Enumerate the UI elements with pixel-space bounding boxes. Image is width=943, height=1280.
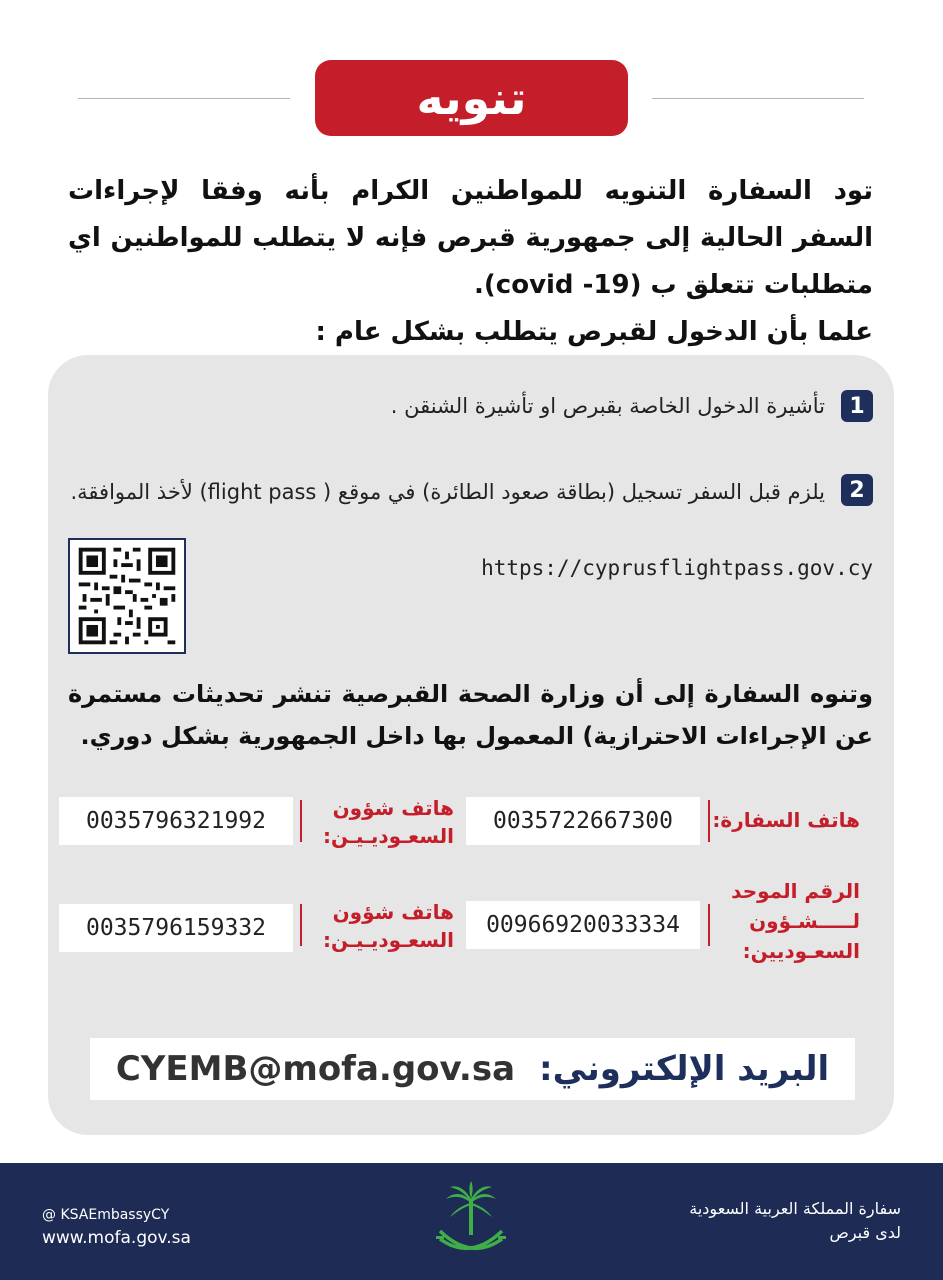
requirement-number-1: 1: [841, 390, 873, 422]
email-label: البريد الإلكتروني:: [539, 1049, 830, 1089]
contact-separator: [708, 800, 710, 842]
header-divider-right: [652, 98, 864, 99]
qr-code-graphic: [70, 540, 184, 652]
contact-separator: [300, 800, 302, 842]
contact-number-citizens-2[interactable]: 0035796159332: [59, 904, 293, 952]
flightpass-url[interactable]: https://cyprusflightpass.gov.cy: [481, 556, 873, 580]
intro-paragraph: تود السفارة التنويه للمواطنين الكرام بأنه وفقا لإجراءات السفر الحالية إلى جمهورية قبرص فإنه لا يتطلب للمواطنين اي متطلبات تتعلق ب (covid -19).: [68, 176, 873, 300]
contact-number-citizens-1[interactable]: 0035796321992: [59, 797, 293, 845]
email-address[interactable]: CYEMB@mofa.gov.sa: [115, 1049, 516, 1089]
requirement-1-text: تأشيرة الدخول الخاصة بقبرص او تأشيرة الشنقن .: [390, 394, 825, 418]
ministry-notice: وتنوه السفارة إلى أن وزارة الصحة القبرصية تنشر تحديثات مستمرة عن الإجراءات الاحترازية) المعمول بها داخل الجمهورية بشكل دوري.: [68, 680, 873, 750]
saudi-palm-swords-emblem-icon: [428, 1181, 514, 1261]
requirement-number-2: 2: [841, 474, 873, 506]
title-banner: [315, 60, 628, 136]
requirement-2-text: يلزم قبل السفر تسجيل (بطاقة صعود الطائرة) في موقع ( flight pass) لأخذ الموافقة.: [70, 480, 825, 504]
footer: [0, 1163, 943, 1280]
contact-number-unified[interactable]: 00966920033334: [466, 901, 700, 949]
contact-label-embassy: هاتف السفارة:: [712, 808, 860, 832]
contact-separator: [708, 904, 710, 946]
page-title: تنويه: [416, 71, 527, 125]
footer-organization: [689, 1197, 901, 1245]
footer-links: [42, 1205, 191, 1251]
header-divider-left: [78, 98, 290, 99]
intro-text: [68, 168, 873, 356]
embassy-location: لدى قبرص: [829, 1223, 901, 1242]
contact-separator: [300, 904, 302, 946]
intro-entry-line: علما بأن الدخول لقبرص يتطلب بشكل عام :: [315, 317, 873, 347]
email-box: [90, 1038, 855, 1100]
contact-label-citizens-1: هاتف شؤون السعـوديـيـن:: [323, 796, 454, 848]
social-handle[interactable]: @ KSAEmbassyCY: [42, 1207, 170, 1223]
contact-label-citizens-2: هاتف شؤون السعـوديـيـن:: [323, 900, 454, 952]
embassy-name: سفارة المملكة العربية السعودية: [689, 1199, 901, 1218]
contact-label-unified: الرقم الموحد لـــــشـؤون السعـوديين:: [731, 879, 860, 963]
qr-code-icon[interactable]: [68, 538, 186, 654]
website-link[interactable]: www.mofa.gov.sa: [42, 1228, 191, 1248]
contact-number-embassy[interactable]: 0035722667300: [466, 797, 700, 845]
